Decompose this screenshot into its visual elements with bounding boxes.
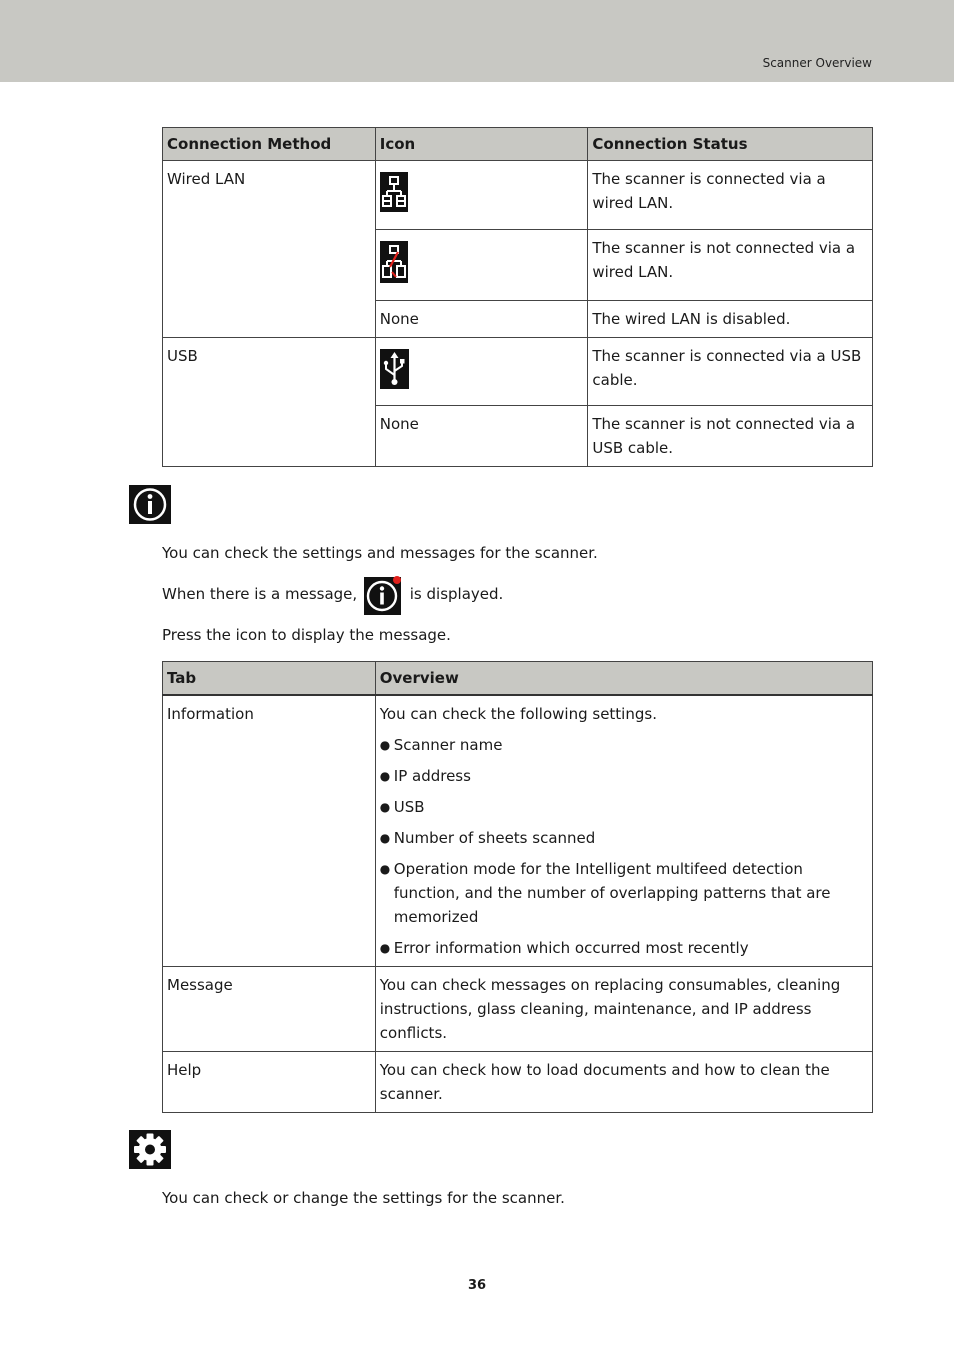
icon-cell xyxy=(375,161,588,230)
method-usb: USB xyxy=(163,338,376,467)
list-item: ● Operation mode for the Intelligent multifeed detection function, and the number of overlapping patterns that are memorized xyxy=(380,857,868,929)
column-header-connection-method: Connection Method xyxy=(163,128,376,161)
section-header-title: Scanner Overview xyxy=(762,56,872,70)
column-header-tab: Tab xyxy=(163,662,376,696)
info-message-line xyxy=(162,573,503,615)
overview-information xyxy=(375,695,872,967)
info-description: You can check the settings and messages for the scanner. xyxy=(162,544,598,562)
settings-description: You can check or change the settings for the scanner. xyxy=(162,1189,565,1207)
status-usb-connected: The scanner is connected via a USB cable. xyxy=(588,338,873,406)
list-item: ● Scanner name xyxy=(380,733,868,757)
information-with-notification-icon xyxy=(364,575,403,615)
list-item: ● Error information which occurred most recently xyxy=(380,936,868,960)
list-item: ● Number of sheets scanned xyxy=(380,826,868,850)
connection-status-table xyxy=(162,127,873,467)
icon-none-text: None xyxy=(375,301,588,338)
icon-cell xyxy=(375,338,588,406)
overview-intro: You can check the following settings. xyxy=(379,705,657,723)
tab-message: Message xyxy=(163,967,376,1052)
usb-icon xyxy=(380,349,409,389)
method-wired-lan: Wired LAN xyxy=(163,161,376,338)
information-tabs-table xyxy=(162,661,873,1113)
icon-cell xyxy=(375,230,588,301)
settings-bullet-list xyxy=(380,733,868,960)
wired-lan-disconnected-icon xyxy=(380,241,408,283)
wired-lan-connected-icon xyxy=(380,172,408,212)
column-header-overview: Overview xyxy=(375,662,872,696)
information-icon xyxy=(129,485,171,524)
tab-information: Information xyxy=(163,695,376,967)
status-wired-lan-connected: The scanner is connected via a wired LAN. xyxy=(588,161,873,230)
tab-help: Help xyxy=(163,1052,376,1113)
overview-help: You can check how to load documents and how to clean the scanner. xyxy=(375,1052,872,1113)
list-item: ● IP address xyxy=(380,764,868,788)
page-header-band xyxy=(0,0,954,82)
info-message-text-before: When there is a message, xyxy=(162,585,358,603)
info-instruction: Press the icon to display the message. xyxy=(162,626,451,644)
overview-message: You can check messages on replacing consumables, cleaning instructions, glass cleaning, maintenance, and IP address conflicts. xyxy=(375,967,872,1052)
status-wired-lan-not-connected: The scanner is not connected via a wired LAN. xyxy=(588,230,873,301)
column-header-icon: Icon xyxy=(375,128,588,161)
info-message-text-after: is displayed. xyxy=(409,585,504,603)
gear-icon xyxy=(129,1130,171,1169)
icon-none-text: None xyxy=(375,406,588,467)
status-wired-lan-disabled: The wired LAN is disabled. xyxy=(588,301,873,338)
status-usb-not-connected: The scanner is not connected via a USB cable. xyxy=(588,406,873,467)
page-number: 36 xyxy=(467,1278,487,1293)
column-header-connection-status: Connection Status xyxy=(588,128,873,161)
list-item: ● USB xyxy=(380,795,868,819)
